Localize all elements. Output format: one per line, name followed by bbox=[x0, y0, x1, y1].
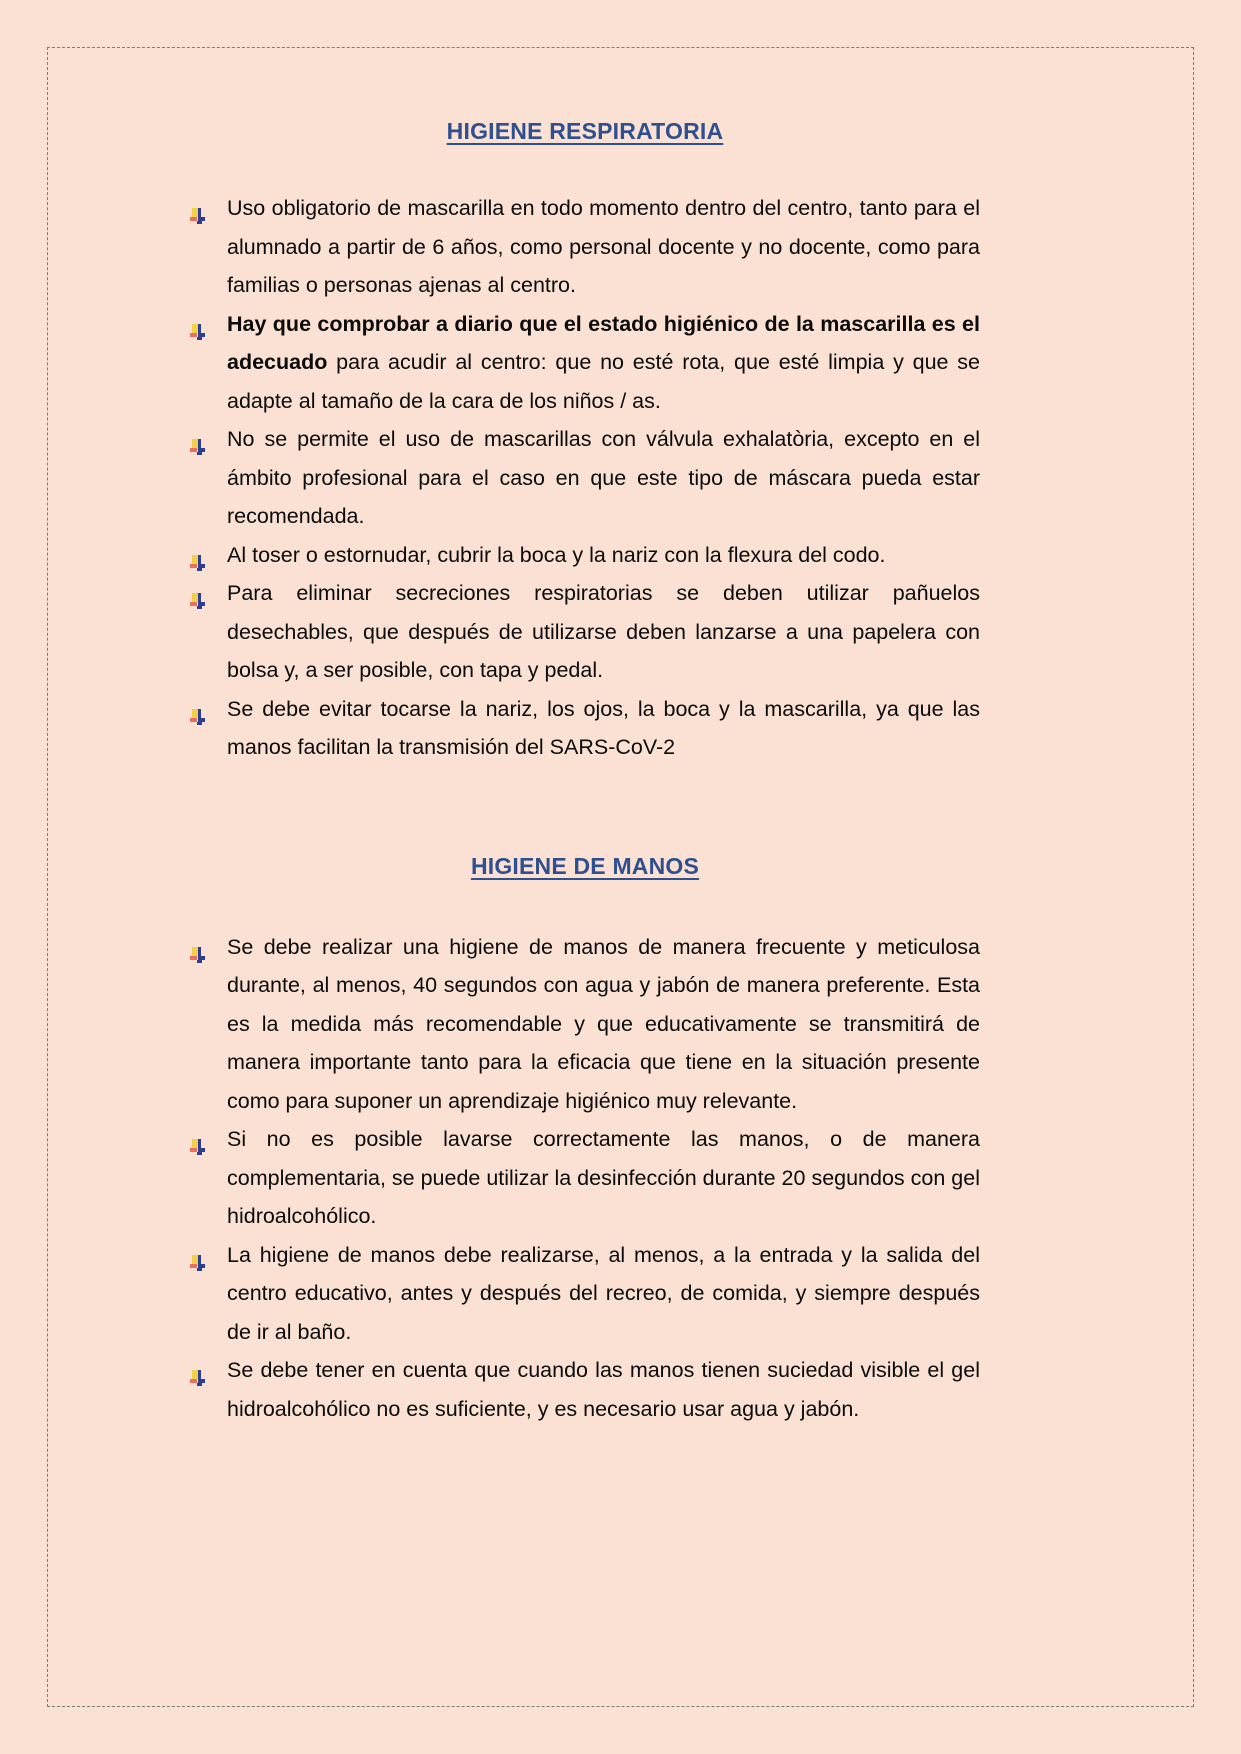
section-heading-respiratoria bbox=[190, 118, 980, 145]
multicolor-arrow-bullet-icon bbox=[190, 1246, 207, 1264]
section-heading-manos-text: HIGIENE DE MANOS bbox=[470, 852, 700, 879]
list-item bbox=[190, 1236, 980, 1352]
multicolor-arrow-bullet-icon bbox=[190, 430, 207, 448]
list-item bbox=[190, 1120, 980, 1236]
list-item bbox=[190, 536, 980, 575]
list-item bbox=[190, 420, 980, 536]
list-item-text bbox=[227, 574, 980, 690]
section-heading-manos-wrap bbox=[190, 853, 980, 880]
list-item-text bbox=[227, 928, 980, 1121]
list-item-text bbox=[227, 305, 980, 421]
section-heading-respiratoria-text: HIGIENE RESPIRATORIA bbox=[446, 118, 724, 144]
list-item-text bbox=[227, 420, 980, 536]
list-item bbox=[190, 574, 980, 690]
list-item-regular-text: La higiene de manos debe realizarse, al menos, a la entrada y la salida del centro educativo, antes y después del recreo, de comida, y siempre después de ir al baño. bbox=[227, 1242, 980, 1344]
list-item bbox=[190, 189, 980, 305]
multicolor-arrow-bullet-icon bbox=[190, 1130, 207, 1148]
list-item-text bbox=[227, 690, 980, 767]
list-item-regular-text: Se debe evitar tocarse la nariz, los ojos, la boca y la mascarilla, ya que las manos facilitan la transmisión del SARS-CoV-2 bbox=[227, 696, 980, 759]
list-item-regular-text: Se debe tener en cuenta que cuando las manos tienen suciedad visible el gel hidroalcohólico no es suficiente, y es necesario usar agua y jabón. bbox=[227, 1358, 980, 1421]
list-item-bold-text: Hay que comprobar a diario que el estado higiénico de la mascarilla es el adecuado bbox=[227, 311, 980, 374]
multicolor-arrow-bullet-icon bbox=[190, 315, 207, 333]
list-item-regular-text: Al toser o estornudar, cubrir la boca y la nariz con la flexura del codo. bbox=[227, 542, 886, 567]
list-item bbox=[190, 690, 980, 767]
list-item bbox=[190, 928, 980, 1121]
multicolor-arrow-bullet-icon bbox=[190, 546, 207, 564]
multicolor-arrow-bullet-icon bbox=[190, 700, 207, 718]
list-item-regular-text: Uso obligatorio de mascarilla en todo momento dentro del centro, tanto para el alumnado a partir de 6 años, como personal docente y no docente, como para familias o personas ajenas al centro. bbox=[227, 196, 980, 297]
multicolor-arrow-bullet-icon bbox=[190, 199, 207, 217]
list-item-regular-text: Se debe realizar una higiene de manos de manera frecuente y meticulosa durante, al menos, 40 segundos con agua y jabón de manera preferente. Esta es la medida más recomendable y que educativamente se transmitirá de manera importante tanto para la eficacia que tiene en la situación presente como para suponer un aprendizaje higiénico muy relevante. bbox=[227, 934, 980, 1113]
document-content bbox=[190, 118, 980, 1428]
list-item-regular-text: Para eliminar secreciones respiratorias se deben utilizar pañuelos desechables, que después de utilizarse deben lanzarse a una papelera con bolsa y, a ser posible, con tapa y pedal. bbox=[227, 581, 980, 682]
section-heading-respiratoria-wrap bbox=[190, 118, 980, 145]
list-item-text bbox=[227, 1236, 980, 1352]
multicolor-arrow-bullet-icon bbox=[190, 1361, 207, 1379]
multicolor-arrow-bullet-icon bbox=[190, 584, 207, 602]
list-item bbox=[190, 1351, 980, 1428]
list-item-text bbox=[227, 536, 980, 575]
multicolor-arrow-bullet-icon bbox=[190, 938, 207, 956]
bullet-list-manos bbox=[190, 928, 980, 1429]
list-item bbox=[190, 305, 980, 421]
section-heading-manos bbox=[190, 853, 980, 880]
list-item-regular-text: No se permite el uso de mascarillas con válvula exhalatòria, excepto en el ámbito profesional para el caso en que este tipo de máscara pueda estar recomendada. bbox=[227, 427, 980, 528]
list-item-regular-text: para acudir al centro: que no esté rota, que esté limpia y que se adapte al tamaño de la cara de los niños / as. bbox=[227, 350, 980, 413]
list-item-text bbox=[227, 1120, 980, 1236]
list-item-text bbox=[227, 1351, 980, 1428]
list-item-regular-text: Si no es posible lavarse correctamente las manos, o de manera complementaria, se puede utilizar la desinfección durante 20 segundos con gel hidroalcohólico. bbox=[227, 1127, 980, 1228]
bullet-list-respiratoria bbox=[190, 189, 980, 767]
list-item-text bbox=[227, 189, 980, 305]
